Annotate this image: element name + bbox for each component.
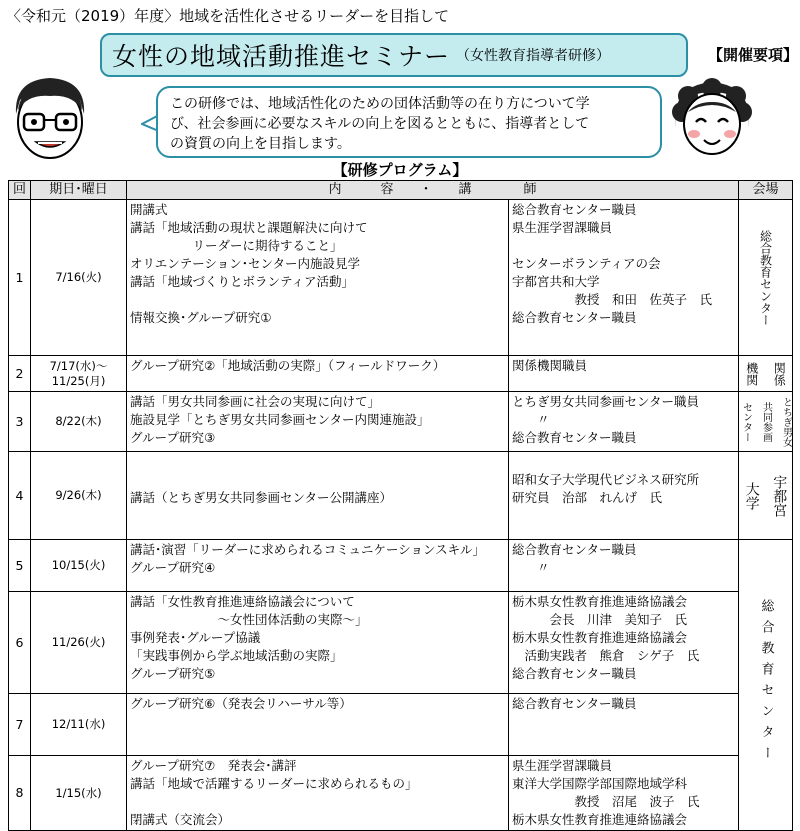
session-date-line: 1/15(水) [55, 785, 102, 800]
session-date [31, 392, 127, 452]
col-header-content: 内 容 ・ 講 師 [127, 181, 739, 200]
lecturer-line: 総合教育センター職員 [512, 542, 637, 557]
content-line [130, 793, 505, 811]
session-content [127, 392, 509, 452]
lecturer-line: 栃木県女性教育推進連絡協議会 [512, 630, 688, 645]
session-number: 7 [9, 694, 31, 756]
intro-line: の資質の向上を目指します。 [170, 136, 351, 152]
seminar-title: 女性の地域活動推進セミナー [112, 42, 451, 71]
table-header-row [9, 181, 793, 200]
session-number: 5 [9, 540, 31, 592]
table-row [9, 356, 793, 392]
table-row [9, 200, 793, 356]
session-lecturer [509, 452, 739, 540]
content-line: ～女性団体活動の実際～」 [130, 612, 368, 627]
lecturer-line: 活動実践者 熊倉 シゲ子 氏 [512, 648, 700, 663]
lecturer-line: 教授 沼尾 波子 氏 [512, 794, 700, 809]
content-line: 情報交換･グループ研究① [130, 310, 272, 325]
session-content [127, 452, 509, 540]
lecturer-line: 栃木県女性教育推進連絡協議会 [512, 594, 688, 609]
session-date-line: 11/25(月) [51, 373, 106, 388]
content-line: グループ研究③ [130, 430, 216, 445]
table-row [9, 694, 793, 756]
content-line: グループ研究②「地域活動の実際」（フィールドワーク） [130, 358, 446, 373]
lecturer-line: 総合教育センター職員 [512, 202, 637, 217]
session-lecturer [509, 200, 739, 356]
table-row [9, 392, 793, 452]
lecturer-line: 県生涯学習課職員 [512, 220, 613, 235]
content-line: オリエンテーション･センター内施設見学 [130, 256, 361, 271]
session-lecturer [509, 392, 739, 452]
lecturer-line: 総合教育センター職員 [512, 430, 637, 445]
lecturer-line: 総合教育センター職員 [512, 310, 637, 325]
content-line: 開講式 [130, 202, 168, 217]
lecturer-line: 〃 [512, 560, 550, 575]
session-date-line: 7/16(火) [55, 270, 102, 284]
lecturer-line: 宇都宮共和大学 [512, 274, 600, 289]
table-row [9, 540, 793, 592]
content-line: グループ研究⑦ 発表会･講評 [130, 758, 297, 773]
session-number: 6 [9, 592, 31, 694]
session-content [127, 200, 509, 356]
content-line: グループ研究④ [130, 560, 216, 575]
lecturer-line: 教授 和田 佐英子 氏 [512, 292, 713, 307]
program-heading: 【研修プログラム】 [332, 161, 468, 179]
content-line [130, 291, 505, 309]
content-line: グループ研究⑥（発表会リハーサル等） [130, 696, 352, 711]
session-date [31, 200, 127, 356]
session-date-line: 11/26(火) [51, 635, 106, 649]
session-content [127, 694, 509, 756]
venue-text: 総合教育センター [758, 598, 774, 767]
session-venue [739, 356, 793, 392]
session-date-line: 10/15(火) [51, 558, 106, 572]
session-date [31, 452, 127, 540]
col-header-venue: 会場 [739, 181, 793, 200]
venue-text: とちぎ男女 [780, 396, 792, 447]
col-header-no: 回 [9, 181, 31, 200]
content-line: 講話（とちぎ男女共同参画センター公開講座） [130, 490, 393, 505]
session-number: 3 [9, 392, 31, 452]
man-face-icon [2, 70, 98, 166]
content-line: リーダーに期待すること」 [130, 238, 343, 253]
venue-text: 機関 [744, 361, 759, 386]
content-line [130, 453, 505, 471]
content-line: 講話「地域づくりとボランティア活動」 [130, 274, 355, 289]
lecturer-line: とちぎ男女共同参画センター職員 [512, 394, 700, 409]
session-venue [739, 392, 793, 452]
content-line: 閉講式（交流会） [130, 812, 231, 827]
session-lecturer [509, 592, 739, 694]
session-lecturer [509, 540, 739, 592]
session-date [31, 694, 127, 756]
content-line: 講話「地域活動の現状と課題解決に向けて [130, 220, 368, 235]
table-row [9, 756, 793, 831]
venue-text: 総合教育センター [758, 229, 773, 326]
content-line: 「実践事例から学ぶ地域活動の実際」 [130, 648, 343, 663]
header-top-line: 〈令和元（2019）年度〉地域を活性化させるリーダーを目指して [6, 7, 450, 25]
venue-text: 共同参画 [760, 401, 772, 442]
content-line: 講話「女性教育推進連絡協議会について [130, 594, 355, 609]
lecturer-line: 研究員 治部 れんげ 氏 [512, 490, 663, 505]
lecturer-line: 栃木県女性教育推進連絡協議会 [512, 812, 688, 827]
intro-line: び、社会参画に必要なスキルの向上を図るとともに、指導者として [170, 116, 590, 132]
session-venue [739, 200, 793, 356]
lecturer-line: 東洋大学国際学部国際地域学科 [512, 776, 688, 791]
content-line: 事例発表･グループ協議 [130, 630, 261, 645]
session-content [127, 756, 509, 831]
venue-text: センター [740, 401, 752, 442]
session-date [31, 756, 127, 831]
lecturer-line: 県生涯学習課職員 [512, 758, 613, 773]
program-table [8, 180, 793, 831]
session-lecturer [509, 756, 739, 831]
content-line [130, 471, 505, 489]
session-number: 2 [9, 356, 31, 392]
lecturer-line [512, 453, 735, 471]
session-content [127, 356, 509, 392]
venue-text: 関係 [772, 361, 787, 386]
content-line: 講話･演習「リーダーに求められるコミュニケーションスキル」 [130, 542, 486, 557]
intro-speech-bubble [156, 86, 662, 158]
content-line: 講話「男女共同参画に社会の実現に向けて」 [130, 394, 381, 409]
session-date [31, 540, 127, 592]
table-row [9, 452, 793, 540]
woman-face-icon [668, 78, 756, 158]
lecturer-line: 昭和女子大学現代ビジネス研究所 [512, 472, 700, 487]
session-date-line: 9/26(木) [55, 488, 102, 502]
lecturer-line: 総合教育センター職員 [512, 666, 637, 681]
lecturer-line: 会長 川津 美知子 氏 [512, 612, 688, 627]
content-line: 講話「地域で活躍するリーダーに求められるもの」 [130, 776, 418, 791]
session-content [127, 540, 509, 592]
col-header-date: 期日･曜日 [31, 181, 127, 200]
session-number: 8 [9, 756, 31, 831]
session-date [31, 356, 127, 392]
session-lecturer [509, 694, 739, 756]
content-line: グループ研究⑤ [130, 666, 216, 681]
lecturer-line: センターボランティアの会 [512, 256, 661, 271]
session-content [127, 592, 509, 694]
venue-text: 大学 [743, 481, 760, 510]
session-date-line: 12/11(水) [51, 717, 106, 731]
session-number: 4 [9, 452, 31, 540]
content-line: 施設見学「とちぎ男女共同参画センター内関連施設」 [130, 412, 430, 427]
lecturer-line [512, 237, 735, 255]
lecturer-line: 関係機関職員 [512, 358, 588, 373]
seminar-title-box [100, 33, 688, 77]
session-date-line: 8/22(木) [55, 414, 102, 428]
merged-venue [739, 540, 793, 831]
venue-text: 宇都宮 [771, 474, 788, 517]
session-venue [739, 452, 793, 540]
seminar-subtitle: （女性教育指導者研修） [456, 48, 611, 64]
table-row [9, 592, 793, 694]
lecturer-line: 総合教育センター職員 [512, 696, 637, 711]
outline-badge: 【開催要項】 [708, 46, 799, 64]
session-date [31, 592, 127, 694]
lecturer-line: 〃 [512, 412, 550, 427]
session-lecturer [509, 356, 739, 392]
session-date-line: 7/17(水)～ [49, 358, 108, 373]
session-number: 1 [9, 200, 31, 356]
intro-line: この研修では、地域活性化のための団体活動等の在り方について学 [170, 96, 590, 112]
